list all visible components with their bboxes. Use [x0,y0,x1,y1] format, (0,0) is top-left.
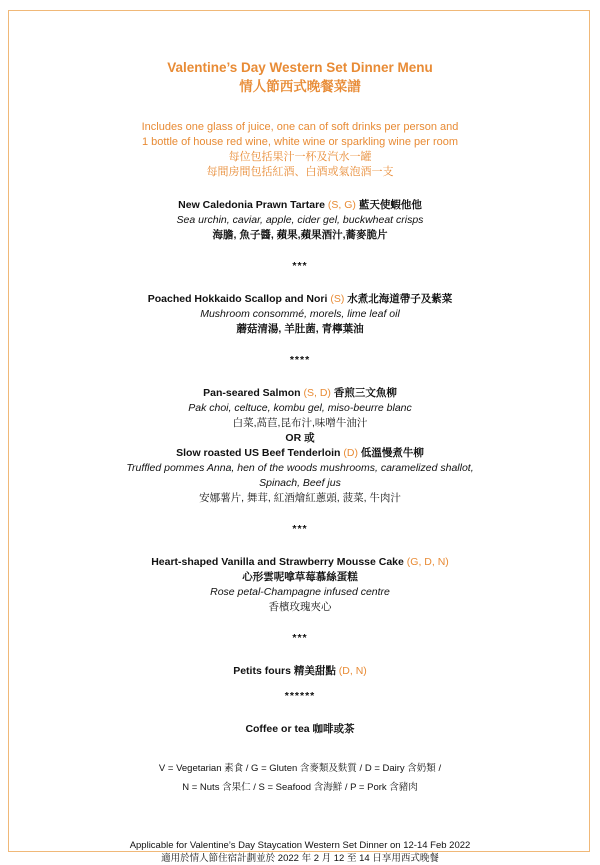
separator: *** [292,632,308,644]
course-petits-fours [0,664,600,679]
dish-name-zh: 水煮北海道帶子及紫菜 [347,293,453,305]
dish-name-zh: 藍天使蝦他他 [358,199,422,211]
course-coffee [0,722,600,737]
dish-name-zh: 低溫慢煮牛柳 [360,447,424,459]
legend-line-1: V = Vegetarian 素食 / G = Gluten 含麥類及麩質 / D = Dairy 含奶類 / [158,763,442,774]
applicability-note [0,839,600,865]
dish-description-zh: 白菜,萵苣,昆布汁,味噌牛油汁 [232,417,368,429]
separator: *** [292,260,308,272]
dish-name: Heart-shaped Vanilla and Strawberry Mousse Cake [151,556,404,568]
dish-name: Petits fours [233,665,291,677]
course-title [0,198,600,213]
dish-description-zh: 海膽, 魚子醬, 蘋果,蘋果酒汁,蕎麥脆片 [212,229,388,241]
intro-line-4: 每間房間包括紅酒、白酒或氣泡酒一支 [206,166,394,178]
course-dessert [0,555,600,615]
dish-description: Mushroom consommé, morels, lime leaf oil [200,308,400,320]
menu-content [0,58,600,865]
intro-line-2: 1 bottle of house red wine, white wine or sparkling wine per room [141,136,459,148]
dish-description: Spinach, Beef jus [259,477,341,489]
dish-description: Truffled pommes Anna, hen of the woods mushrooms, caramelized shallot, [126,462,474,474]
allergen-tags: (S, D) [303,387,331,399]
menu-intro [0,120,600,180]
dish-name: New Caledonia Prawn Tartare [178,199,325,211]
allergen-tags: (G, D, N) [406,556,449,568]
dish-name: Coffee or tea [245,723,310,735]
dish-description-zh: 安娜薯片, 舞茸, 紅酒燴紅蔥頭, 菠菜, 牛肉汁 [199,492,401,504]
allergen-tags: (S) [330,293,345,305]
footer-line-1: Applicable for Valentine’s Day Staycation Western Set Dinner on 12-14 Feb 2022 [129,840,471,851]
separator: *** [292,523,308,535]
dish-description: Rose petal-Champagne infused centre [210,586,390,598]
dish-name: Poached Hokkaido Scallop and Nori [147,293,328,305]
course-title [0,446,600,461]
menu-title-en: Valentine’s Day Western Set Dinner Menu [167,60,433,75]
separator: ****** [284,690,316,702]
course-title [0,292,600,307]
footer-line-2: 適用於情人節住宿計劃並於 2022 年 2 月 12 至 14 日享用西式晚餐 [161,853,439,864]
allergen-tags: (D, N) [338,665,367,677]
dish-description-zh: 香檳玫瑰夾心 [268,601,332,613]
dish-name-zh: 香煎三文魚柳 [333,387,397,399]
dish-name-zh: 咖啡或茶 [312,723,355,735]
allergen-tags: (D) [343,447,358,459]
course-title [0,386,600,401]
separator: **** [289,354,311,366]
dish-name-zh: 精美甜點 [293,665,336,677]
allergen-legend [0,759,600,797]
legend-line-2: N = Nuts 含果仁 / S = Seafood 含海鮮 / P = Pork 含豬肉 [182,782,418,793]
course-title [0,555,600,570]
dish-description: Pak choi, celtuce, kombu gel, miso-beurre blanc [188,402,412,414]
allergen-tags: (S, G) [327,199,356,211]
dish-name: Pan-seared Salmon [203,387,301,399]
dish-description-zh: 蘑菇清湯, 羊肚菌, 青檸葉油 [236,323,364,335]
or-divider: OR 或 [285,432,315,444]
course-scallop [0,292,600,337]
course-main [0,386,600,506]
intro-line-3: 每位包括果汁一杯及汽水一罐 [228,151,372,163]
course-prawn-tartare [0,198,600,243]
menu-title-zh: 情人節西式晚餐菜譜 [239,79,361,94]
dish-description: Sea urchin, caviar, apple, cider gel, buckwheat crisps [176,214,424,226]
dish-name-zh: 心形雲呢嗱草莓慕絲蛋糕 [242,571,358,583]
dish-name: Slow roasted US Beef Tenderloin [176,447,341,459]
intro-line-1: Includes one glass of juice, one can of soft drinks per person and [141,121,459,133]
